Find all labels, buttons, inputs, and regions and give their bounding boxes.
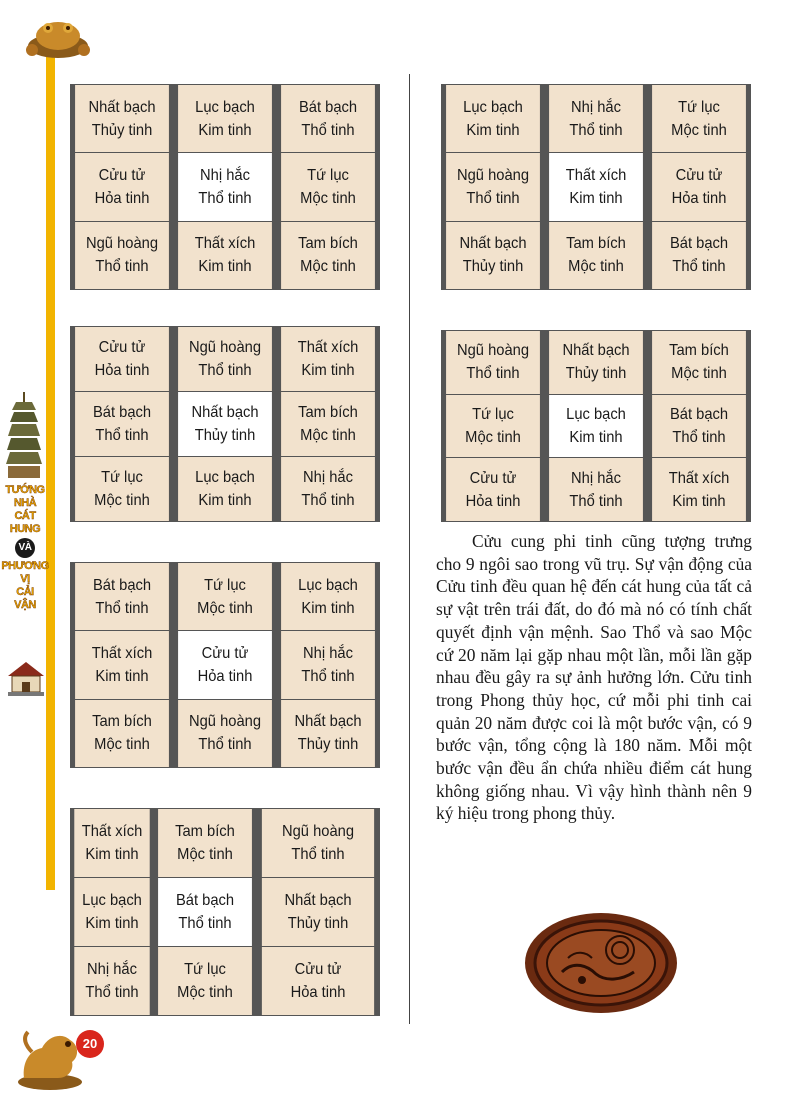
star-name: Tam bích [669, 342, 729, 360]
grid-cell [178, 700, 272, 767]
grid-cell [446, 458, 540, 521]
star-element: Kim tinh [301, 599, 355, 617]
star-element: Kim tinh [198, 492, 252, 509]
grid-cell [281, 392, 375, 456]
star-name: Nhị hắc [303, 469, 353, 486]
star-element: Thổ tinh [198, 189, 252, 207]
star-name: Lục bạch [195, 98, 255, 116]
star-name: Nhất bạch [562, 342, 630, 360]
star-name: Nhất bạch [459, 235, 527, 253]
center-cell [178, 392, 272, 456]
star-name: Tứ lục [101, 469, 143, 486]
star-element: Mộc tinh [300, 427, 356, 444]
grid-cell [75, 457, 169, 521]
side-title-word: HUNG [9, 523, 41, 535]
center-cell [178, 631, 272, 698]
star-element: Thổ tinh [466, 365, 520, 383]
star-name: Nhị hắc [87, 961, 137, 978]
star-name: Ngũ hoàng [281, 823, 355, 840]
star-element: Thủy tinh [91, 121, 153, 139]
star-name: Cửu tử [294, 961, 342, 978]
grid-cell [74, 878, 149, 946]
grid-cell [75, 700, 169, 767]
grid-cell [74, 809, 149, 877]
grid-cell [158, 947, 252, 1015]
grid-cell [178, 327, 272, 391]
star-element: Mộc tinh [177, 846, 233, 863]
grid-cell [75, 563, 169, 630]
grid-cell [75, 153, 169, 220]
star-element: Thổ tinh [178, 915, 232, 932]
star-element: Thổ tinh [198, 362, 252, 379]
star-element: Kim tinh [672, 492, 726, 510]
star-name: Lục bạch [82, 892, 142, 909]
body-paragraph: Cửu cung phi tinh cũng tượng trưng cho 9 ngôi sao trong vũ trụ. Sự vận động của Cửu tinh đều quan hệ đến cát hung của tất cả sự vật trên trái đất, do đó mà nó có tính chất quyết định vận mệnh. Sao Thổ và sao Mộc cứ 20 năm lại gặp nhau một lần, mỗi lần gặp nhau đều gây ra sự ảnh hưởng lớn. Cửu tinh trong Phong thủy học, cứ mỗi phi tinh cai quản 20 năm được coi là một bước vận, có 9 bước vận, tổng cộng là 180 năm. Mỗi một bước vận đều ẩn chứa nhiều điểm cát hung không giống nhau. Vì vậy hình thành nên 9 ký hiệu trong phong thủy. [436, 531, 752, 824]
side-title-word: CÁT [14, 510, 36, 522]
center-cell [178, 153, 272, 220]
grid-cell [281, 327, 375, 391]
grid-cell [178, 563, 272, 630]
grid-cell [281, 700, 375, 767]
star-name: Tam bích [566, 235, 626, 253]
star-name: Lục bạch [566, 405, 626, 423]
grid-cell [281, 153, 375, 220]
star-element: Kim tinh [95, 667, 149, 685]
grid-cell [281, 563, 375, 630]
star-element: Thổ tinh [672, 258, 726, 276]
grid-cell [262, 878, 374, 946]
star-name: Cửu tử [98, 339, 146, 356]
grid-cell [446, 222, 540, 289]
star-element: Mộc tinh [671, 365, 727, 383]
star-name: Tứ lục [184, 961, 226, 978]
star-element: Kim tinh [466, 121, 520, 139]
star-element: Mộc tinh [94, 736, 150, 754]
star-name: Tam bích [175, 823, 235, 840]
star-element: Kim tinh [85, 846, 139, 863]
side-title-word: PHƯƠNG [1, 560, 49, 572]
grid-cell [178, 85, 272, 152]
star-element: Kim tinh [85, 915, 139, 932]
star-name: Bát bạch [92, 404, 152, 421]
side-title-word: VẬN [14, 599, 36, 611]
grid-cell [158, 809, 252, 877]
star-name: Cửu tử [201, 644, 249, 662]
star-name: Nhị hắc [571, 469, 621, 487]
dragon-statue-icon [12, 1022, 90, 1092]
page-number-badge: 20 [76, 1030, 104, 1058]
star-element: Mộc tinh [197, 599, 253, 617]
column-divider [409, 74, 410, 1024]
grid-cell [549, 331, 643, 394]
center-cell [549, 395, 643, 458]
grid-cell [446, 153, 540, 220]
star-name: Nhất bạch [191, 404, 259, 421]
star-name: Thất xích [297, 339, 359, 356]
star-element: Thủy tinh [194, 427, 256, 444]
side-title-word: CẢI [16, 586, 34, 598]
grid-cell [74, 947, 149, 1015]
star-name: Nhất bạch [294, 713, 362, 731]
star-element: Mộc tinh [300, 258, 356, 276]
star-element: Thổ tinh [85, 984, 139, 1001]
star-element: Kim tinh [569, 428, 623, 446]
star-name: Tam bích [298, 235, 358, 253]
grid-cell [652, 458, 746, 521]
star-name: Cửu tử [469, 469, 517, 487]
center-cell [158, 878, 252, 946]
star-name: Bát bạch [175, 892, 235, 909]
star-name: Tứ lục [472, 405, 514, 423]
star-element: Hỏa tinh [671, 189, 727, 207]
star-name: Nhị hắc [571, 98, 621, 116]
star-element: Mộc tinh [568, 258, 624, 276]
grid-cell [652, 153, 746, 220]
star-name: Tam bích [92, 713, 152, 731]
star-name: Tứ lục [678, 98, 720, 116]
star-name: Tứ lục [204, 576, 246, 594]
grid-cell [178, 222, 272, 289]
toad-ornament-icon [18, 6, 98, 62]
star-element: Thủy tinh [462, 258, 524, 276]
star-element: Thủy tinh [565, 365, 627, 383]
star-element: Thổ tinh [569, 121, 623, 139]
star-name: Nhất bạch [88, 98, 156, 116]
grid-cell [652, 85, 746, 152]
pagoda-icon [4, 392, 44, 482]
star-element: Thổ tinh [291, 846, 345, 863]
star-element: Thổ tinh [569, 492, 623, 510]
grid-cell [75, 222, 169, 289]
star-element: Hỏa tinh [290, 984, 346, 1001]
star-name: Ngũ hoàng [188, 339, 262, 356]
star-name: Cửu tử [98, 166, 146, 184]
grid-cell [446, 395, 540, 458]
star-element: Thổ tinh [301, 667, 355, 685]
star-element: Thổ tinh [672, 428, 726, 446]
flying-star-grid [70, 326, 380, 522]
grid-cell [549, 458, 643, 521]
side-title-word: VỊ [20, 573, 30, 585]
grid-cell [549, 222, 643, 289]
star-name: Nhị hắc [303, 644, 353, 662]
center-cell [549, 153, 643, 220]
star-element: Mộc tinh [177, 984, 233, 1001]
grid-cell [652, 222, 746, 289]
star-name: Thất xích [81, 823, 143, 840]
bronze-coin-icon [522, 910, 680, 1016]
grid-cell [75, 327, 169, 391]
star-element: Thổ tinh [466, 189, 520, 207]
star-name: Nhị hắc [200, 166, 250, 184]
star-element: Mộc tinh [300, 189, 356, 207]
star-element: Thủy tinh [287, 915, 349, 932]
star-name: Nhất bạch [284, 892, 352, 909]
star-element: Kim tinh [301, 362, 355, 379]
star-element: Thổ tinh [95, 427, 149, 444]
star-element: Hỏa tinh [94, 362, 150, 379]
star-name: Lục bạch [195, 469, 255, 486]
star-element: Hỏa tinh [197, 667, 253, 685]
grid-cell [281, 631, 375, 698]
flying-star-grid [70, 808, 380, 1016]
star-name: Tam bích [298, 404, 358, 421]
star-element: Mộc tinh [465, 428, 521, 446]
star-element: Thổ tinh [198, 736, 252, 754]
star-name: Bát bạch [298, 98, 358, 116]
grid-cell [75, 392, 169, 456]
star-name: Thất xích [194, 235, 256, 253]
star-element: Mộc tinh [94, 492, 150, 509]
grid-cell [281, 222, 375, 289]
star-element: Kim tinh [198, 258, 252, 276]
flying-star-grid [70, 562, 380, 768]
house-icon [6, 658, 46, 698]
grid-cell [262, 947, 374, 1015]
star-element: Thổ tinh [95, 258, 149, 276]
star-element: Thổ tinh [95, 599, 149, 617]
star-name: Bát bạch [669, 405, 729, 423]
star-element: Hỏa tinh [94, 189, 150, 207]
grid-cell [281, 457, 375, 521]
grid-cell [549, 85, 643, 152]
star-name: Ngũ hoàng [456, 342, 530, 360]
grid-cell [652, 331, 746, 394]
star-name: Ngũ hoàng [188, 713, 262, 731]
star-name: Thất xích [565, 166, 627, 184]
grid-cell [281, 85, 375, 152]
grid-cell [75, 631, 169, 698]
star-name: Ngũ hoàng [456, 166, 530, 184]
left-rail [46, 40, 55, 890]
star-element: Thủy tinh [297, 736, 359, 754]
flying-star-grid [441, 84, 751, 290]
flying-star-grid [70, 84, 380, 290]
side-title-word: VÀ [15, 538, 35, 558]
star-element: Hỏa tinh [465, 492, 521, 510]
star-name: Cửu tử [675, 166, 723, 184]
star-name: Thất xích [91, 644, 153, 662]
star-element: Thổ tinh [301, 492, 355, 509]
side-title-word: TƯỚNG [5, 484, 45, 496]
star-element: Thổ tinh [301, 121, 355, 139]
grid-cell [178, 457, 272, 521]
star-name: Lục bạch [298, 576, 358, 594]
side-title-word: NHÀ [13, 497, 37, 509]
grid-cell [75, 85, 169, 152]
star-name: Bát bạch [92, 576, 152, 594]
grid-cell [446, 85, 540, 152]
grid-cell [652, 395, 746, 458]
star-element: Kim tinh [569, 189, 623, 207]
star-element: Kim tinh [198, 121, 252, 139]
star-name: Thất xích [668, 469, 730, 487]
flying-star-grid [441, 330, 751, 522]
side-title [0, 484, 50, 612]
star-element: Mộc tinh [671, 121, 727, 139]
star-name: Tứ lục [307, 166, 349, 184]
star-name: Bát bạch [669, 235, 729, 253]
star-name: Ngũ hoàng [85, 235, 159, 253]
grid-cell [446, 331, 540, 394]
grid-cell [262, 809, 374, 877]
star-name: Lục bạch [463, 98, 523, 116]
